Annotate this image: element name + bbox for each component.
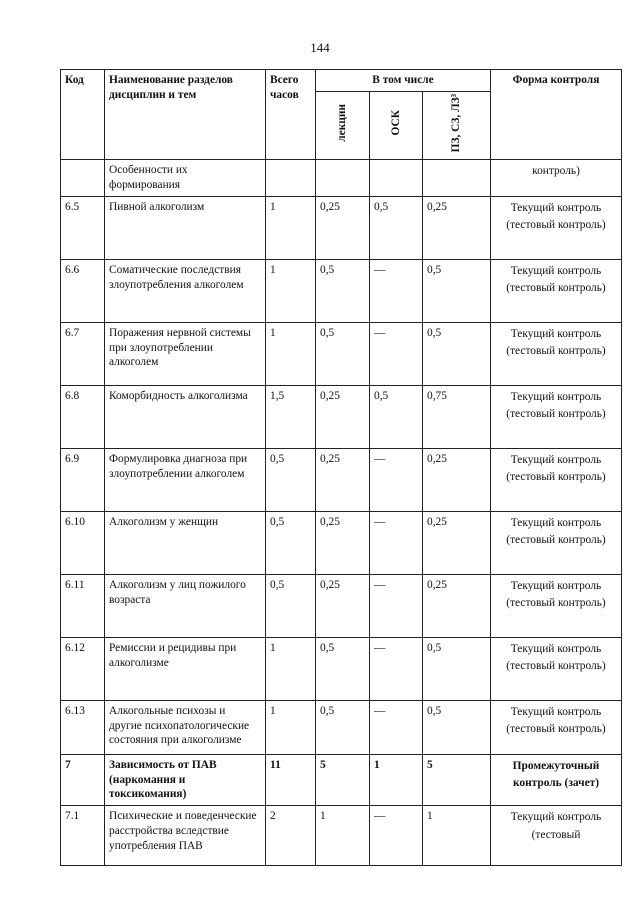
cell-hours: 1 bbox=[266, 196, 316, 259]
cell-hours: 0,5 bbox=[266, 574, 316, 637]
table-row bbox=[61, 511, 622, 574]
cell-pz: 0,25 bbox=[423, 511, 491, 574]
header-code: Код bbox=[61, 70, 105, 160]
header-lectures-cell bbox=[316, 91, 370, 159]
cell-lectures: 0,5 bbox=[316, 637, 370, 700]
cell-osk: — bbox=[370, 322, 423, 385]
cell-lectures: 0,25 bbox=[316, 511, 370, 574]
cell-control: Текущий контроль (тестовый контроль) bbox=[491, 637, 622, 700]
cell-name: Зависимость от ПАВ (наркомания и токсикомания) bbox=[105, 754, 266, 805]
cell-lectures bbox=[316, 160, 370, 197]
table-body bbox=[61, 160, 622, 866]
cell-lectures: 0,5 bbox=[316, 259, 370, 322]
cell-pz: 5 bbox=[423, 754, 491, 805]
cell-pz bbox=[423, 160, 491, 197]
cell-hours: 1,5 bbox=[266, 385, 316, 448]
header-pz-cell bbox=[423, 91, 491, 159]
cell-code: 6.12 bbox=[61, 637, 105, 700]
cell-pz: 0,75 bbox=[423, 385, 491, 448]
cell-control: Промежуточный контроль (зачет) bbox=[491, 754, 622, 805]
cell-osk: — bbox=[370, 448, 423, 511]
cell-code: 7.1 bbox=[61, 806, 105, 866]
header-osk-cell bbox=[370, 91, 423, 159]
cell-code: 6.11 bbox=[61, 574, 105, 637]
cell-code: 6.13 bbox=[61, 700, 105, 754]
cell-code: 7 bbox=[61, 754, 105, 805]
cell-osk: — bbox=[370, 511, 423, 574]
cell-pz: 0,5 bbox=[423, 322, 491, 385]
header-pz: ПЗ, СЗ, ЛЗ³ bbox=[450, 93, 463, 153]
cell-control: Текущий контроль (тестовый bbox=[491, 806, 622, 866]
cell-lectures: 5 bbox=[316, 754, 370, 805]
table-row bbox=[61, 637, 622, 700]
cell-lectures: 1 bbox=[316, 806, 370, 866]
cell-osk: 1 bbox=[370, 754, 423, 805]
cell-name: Пивной алкоголизм bbox=[105, 196, 266, 259]
table-row bbox=[61, 160, 622, 197]
cell-pz: 0,25 bbox=[423, 448, 491, 511]
curriculum-table bbox=[60, 69, 622, 866]
cell-osk: — bbox=[370, 700, 423, 754]
cell-osk: — bbox=[370, 637, 423, 700]
cell-name: Ремиссии и рецидивы при алкоголизме bbox=[105, 637, 266, 700]
cell-control: Текущий контроль (тестовый контроль) bbox=[491, 511, 622, 574]
cell-control: Текущий контроль (тестовый контроль) bbox=[491, 574, 622, 637]
cell-pz: 0,5 bbox=[423, 637, 491, 700]
cell-control: контроль) bbox=[491, 160, 622, 197]
header-lectures: лекции bbox=[336, 104, 349, 142]
cell-name: Алкоголизм у лиц пожилого возраста bbox=[105, 574, 266, 637]
cell-name: Особенности их формирования bbox=[105, 160, 266, 197]
cell-code bbox=[61, 160, 105, 197]
cell-lectures: 0,5 bbox=[316, 322, 370, 385]
cell-lectures: 0,25 bbox=[316, 196, 370, 259]
cell-hours: 2 bbox=[266, 806, 316, 866]
cell-lectures: 0,25 bbox=[316, 448, 370, 511]
table-row bbox=[61, 259, 622, 322]
table-row bbox=[61, 196, 622, 259]
cell-lectures: 0,25 bbox=[316, 574, 370, 637]
cell-osk: 0,5 bbox=[370, 385, 423, 448]
cell-lectures: 0,5 bbox=[316, 700, 370, 754]
page-number: 144 bbox=[310, 40, 330, 55]
cell-hours bbox=[266, 160, 316, 197]
cell-control: Текущий контроль (тестовый контроль) bbox=[491, 259, 622, 322]
cell-lectures: 0,25 bbox=[316, 385, 370, 448]
header-name: Наименование разделов дисциплин и тем bbox=[105, 70, 266, 160]
cell-control: Текущий контроль (тестовый контроль) bbox=[491, 322, 622, 385]
cell-name: Формулировка диагноза при злоупотреблении алкоголем bbox=[105, 448, 266, 511]
cell-pz: 0,5 bbox=[423, 700, 491, 754]
cell-osk: — bbox=[370, 806, 423, 866]
cell-hours: 0,5 bbox=[266, 511, 316, 574]
cell-hours: 1 bbox=[266, 637, 316, 700]
cell-control: Текущий контроль (тестовый контроль) bbox=[491, 385, 622, 448]
cell-control: Текущий контроль (тестовый контроль) bbox=[491, 700, 622, 754]
cell-hours: 11 bbox=[266, 754, 316, 805]
table-row bbox=[61, 700, 622, 754]
cell-code: 6.7 bbox=[61, 322, 105, 385]
cell-code: 6.10 bbox=[61, 511, 105, 574]
table-row bbox=[61, 754, 622, 805]
cell-name: Психические и поведенческие расстройства вследствие употребления ПАВ bbox=[105, 806, 266, 866]
cell-hours: 1 bbox=[266, 259, 316, 322]
cell-name: Алкоголизм у женщин bbox=[105, 511, 266, 574]
cell-hours: 1 bbox=[266, 700, 316, 754]
cell-name: Поражения нервной системы при злоупотреблении алкоголем bbox=[105, 322, 266, 385]
cell-hours: 0,5 bbox=[266, 448, 316, 511]
cell-pz: 0,5 bbox=[423, 259, 491, 322]
table-row bbox=[61, 322, 622, 385]
cell-osk: 0,5 bbox=[370, 196, 423, 259]
header-osk: ОСК bbox=[389, 110, 402, 136]
cell-osk: — bbox=[370, 259, 423, 322]
cell-name: Соматические последствия злоупотребления алкоголем bbox=[105, 259, 266, 322]
cell-code: 6.5 bbox=[61, 196, 105, 259]
cell-name: Алкогольные психозы и другие психопатологические состояния при алкоголизме bbox=[105, 700, 266, 754]
cell-code: 6.6 bbox=[61, 259, 105, 322]
cell-osk bbox=[370, 160, 423, 197]
cell-pz: 1 bbox=[423, 806, 491, 866]
cell-osk: — bbox=[370, 574, 423, 637]
cell-code: 6.8 bbox=[61, 385, 105, 448]
cell-control: Текущий контроль (тестовый контроль) bbox=[491, 448, 622, 511]
cell-name: Коморбидность алкоголизма bbox=[105, 385, 266, 448]
cell-pz: 0,25 bbox=[423, 574, 491, 637]
table-row bbox=[61, 806, 622, 866]
table-row bbox=[61, 448, 622, 511]
cell-code: 6.9 bbox=[61, 448, 105, 511]
cell-hours: 1 bbox=[266, 322, 316, 385]
cell-control: Текущий контроль (тестовый контроль) bbox=[491, 196, 622, 259]
table-row bbox=[61, 385, 622, 448]
header-control: Форма контроля bbox=[491, 70, 622, 160]
table-row bbox=[61, 574, 622, 637]
cell-pz: 0,25 bbox=[423, 196, 491, 259]
header-hours: Всего часов bbox=[266, 70, 316, 160]
header-including: В том числе bbox=[316, 70, 491, 92]
